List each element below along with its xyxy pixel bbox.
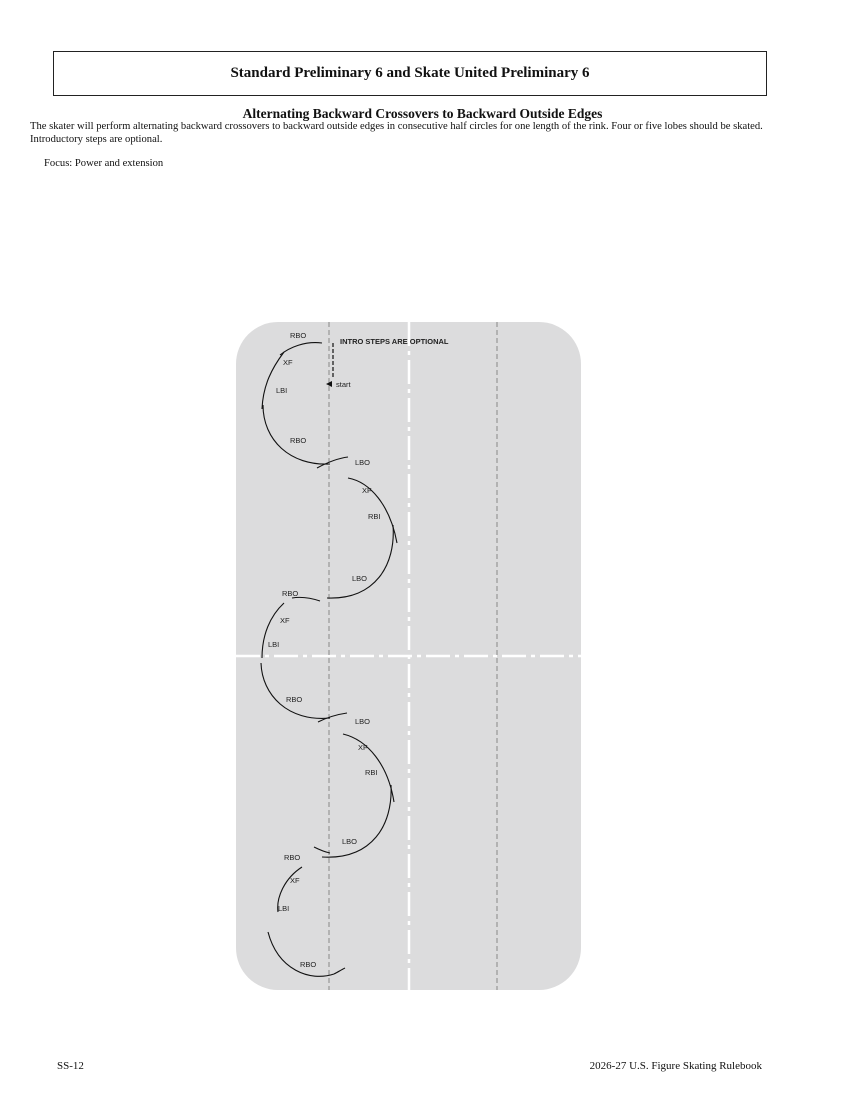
intro-note: INTRO STEPS ARE OPTIONAL <box>340 337 449 346</box>
section-description: The skater will perform alternating backward crossovers to backward outside edges in consecutive half circles for one length of the rink. Four or five lobes should be skated. Introductory steps are optional. <box>30 121 763 145</box>
lobe-3-rbo-top-label: RBO <box>282 589 299 598</box>
lobe-4-xf-label: XF <box>358 743 368 752</box>
lobe-3-xf-label: XF <box>280 616 290 625</box>
lobe-3-rbo-label: RBO <box>286 695 303 704</box>
lobe-5-lbi-label: LBI <box>278 904 290 913</box>
focus-note: Focus: Power and extension <box>44 158 164 169</box>
lobe-4-lbo-label: LBO <box>342 837 358 846</box>
lobe-2-xf-label: XF <box>362 486 372 495</box>
start-label: start <box>336 380 351 389</box>
lobe-5-xf-label: XF <box>290 876 300 885</box>
footer-page-code: SS-12 <box>57 1060 84 1072</box>
lobe-2-lbo-label: LBO <box>352 574 368 583</box>
lobe-1-rbo-top-label: RBO <box>290 331 307 340</box>
lobe-3-lbi-label: LBI <box>268 640 280 649</box>
lobe-5-rbo-label: RBO <box>300 960 317 969</box>
lobe-4-lbo-top-label: LBO <box>355 717 371 726</box>
lobe-1-rbo-label: RBO <box>290 436 307 445</box>
page-title: Standard Preliminary 6 and Skate United Preliminary 6 <box>230 65 590 81</box>
lobe-1-xf-label: XF <box>283 358 293 367</box>
footer-book: 2026-27 U.S. Figure Skating Rulebook <box>589 1060 762 1072</box>
section-title: Alternating Backward Crossovers to Backward Outside Edges <box>242 106 603 121</box>
lobe-5-rbo-top-label: RBO <box>284 853 301 862</box>
lobe-2-rbi-label: RBI <box>368 512 381 521</box>
lobe-4-rbi-label: RBI <box>365 768 378 777</box>
lobe-1-lbi-label: LBI <box>276 386 288 395</box>
lobe-2-lbo-top-label: LBO <box>355 458 371 467</box>
